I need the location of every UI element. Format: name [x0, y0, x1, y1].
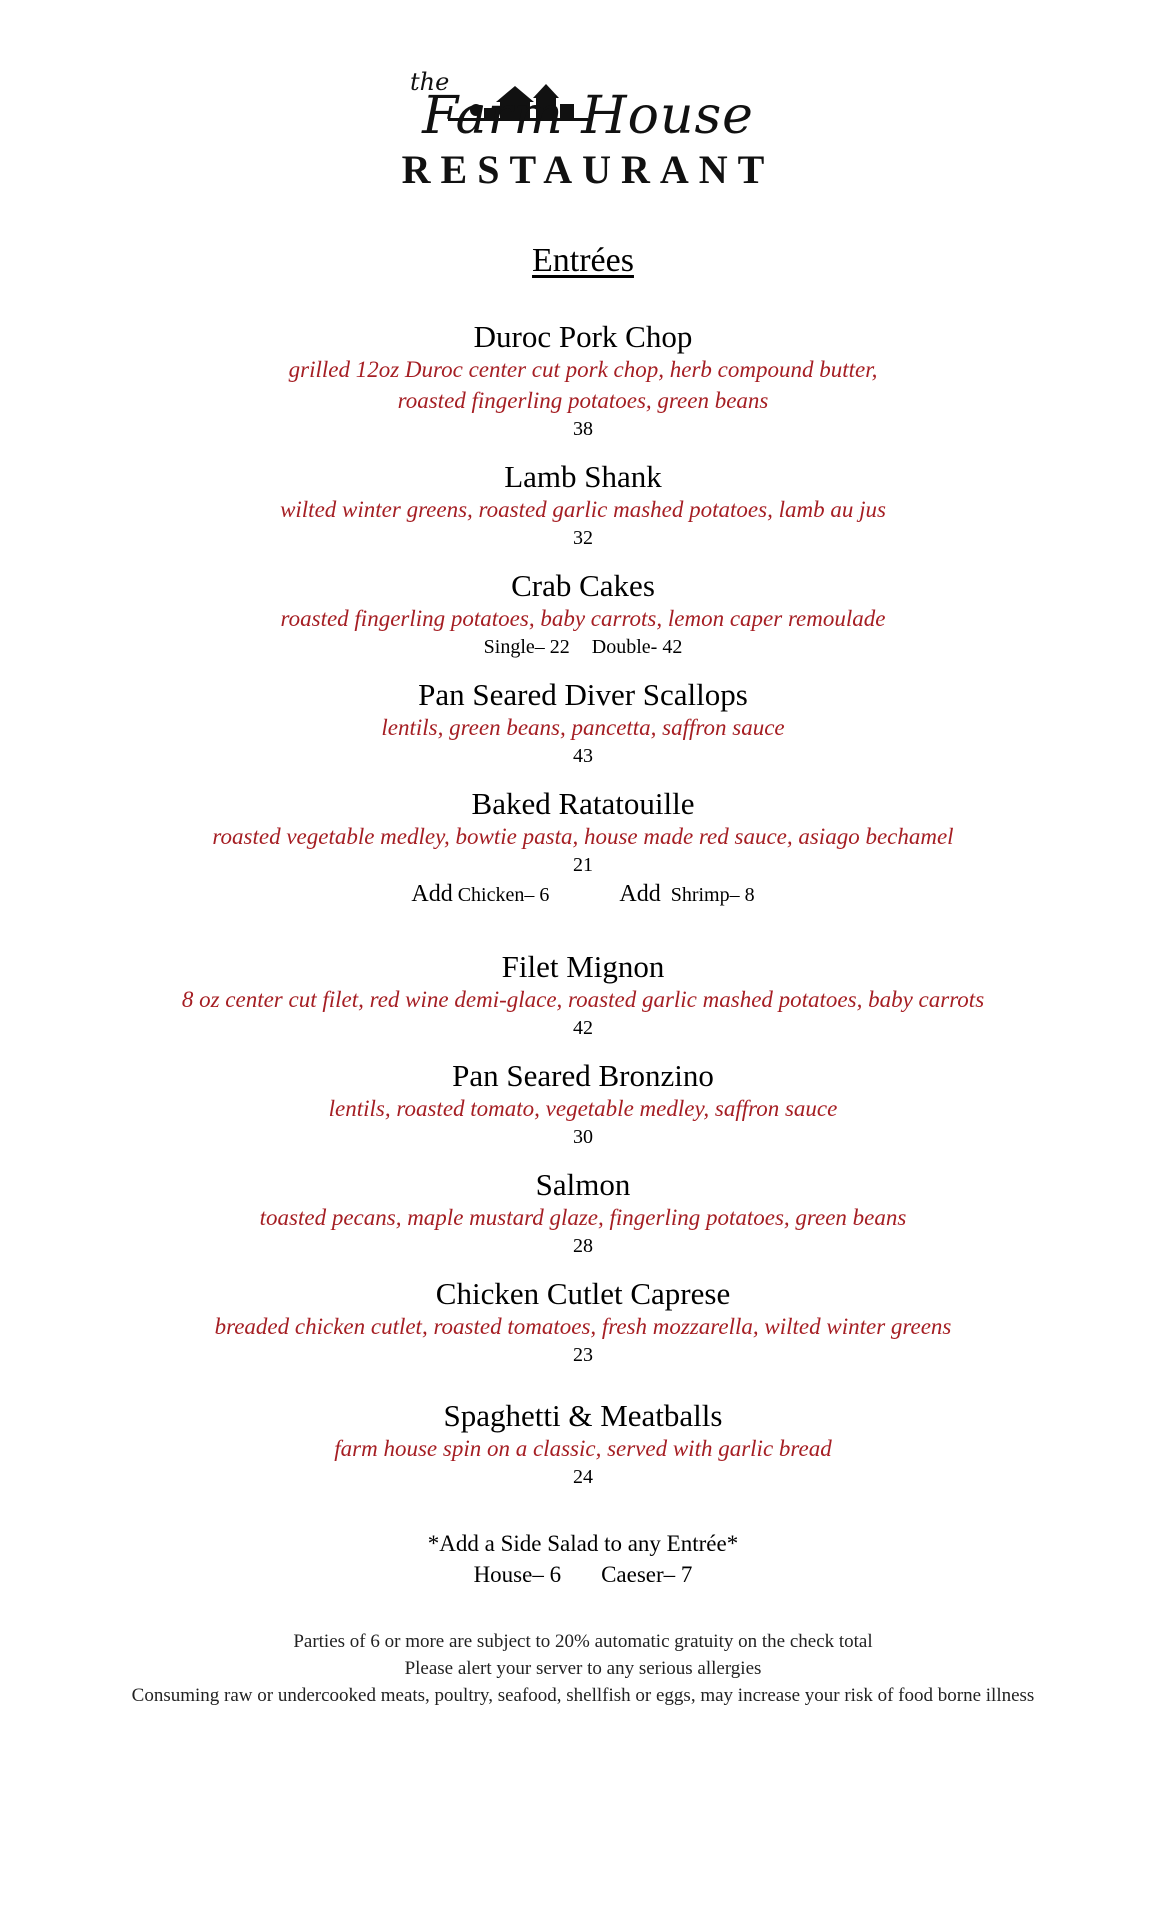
- side-salad-title: *Add a Side Salad to any Entrée*: [427, 1531, 739, 1556]
- menu-item-pan-seared-bronzino: [0, 1059, 1166, 1150]
- menu-item-duroc-pork-chop: [0, 320, 1166, 442]
- addon-shrimp: Shrimp– 8: [670, 884, 755, 906]
- item-name: Chicken Cutlet Caprese: [435, 1276, 731, 1311]
- item-name: Baked Ratatouille: [471, 786, 695, 821]
- item-price-options: [0, 634, 1166, 660]
- menu-item-chicken-cutlet-caprese: [0, 1277, 1166, 1368]
- item-price: 21: [573, 854, 593, 876]
- item-name: Filet Mignon: [501, 949, 665, 984]
- item-price: 43: [573, 745, 593, 767]
- side-salad-caeser: Caeser– 7: [601, 1562, 693, 1587]
- item-description: roasted fingerling potatoes, baby carrots, lemon caper remoulade: [280, 606, 886, 631]
- item-description: roasted vegetable medley, bowtie pasta, house made red sauce, asiago bechamel: [212, 824, 954, 849]
- section-title: Entrées: [532, 242, 634, 279]
- item-price: 30: [573, 1126, 593, 1148]
- item-name: Salmon: [535, 1167, 631, 1202]
- menu-item-crab-cakes: [0, 569, 1166, 660]
- footer-notes: [0, 1628, 1166, 1709]
- menu-item-salmon: [0, 1168, 1166, 1259]
- menu-item-lamb-shank: [0, 460, 1166, 551]
- item-description: breaded chicken cutlet, roasted tomatoes, fresh mozzarella, wilted winter greens: [214, 1314, 952, 1339]
- allergy-note: Please alert your server to any serious allergies: [404, 1658, 762, 1679]
- item-name: Crab Cakes: [511, 568, 655, 603]
- item-addons: [0, 878, 1166, 911]
- item-description: grilled 12oz Duroc center cut pork chop, herb compound butter,: [288, 357, 878, 382]
- addon-add-label: Add: [619, 881, 661, 907]
- logo-script-text: Farm House: [422, 86, 754, 146]
- item-description: 8 oz center cut filet, red wine demi-glace, roasted garlic mashed potatoes, baby carrots: [181, 987, 985, 1012]
- item-price: 32: [573, 527, 593, 549]
- menu-item-filet-mignon: [0, 950, 1166, 1041]
- item-price: 38: [573, 418, 593, 440]
- menu-item-pan-seared-diver-scallops: [0, 678, 1166, 769]
- item-price: 24: [573, 1466, 593, 1488]
- side-salad-prices: [0, 1559, 1166, 1590]
- item-description: lentils, roasted tomato, vegetable medley, saffron sauce: [328, 1096, 838, 1121]
- side-salad-house: House– 6: [473, 1562, 562, 1587]
- addon-chicken: Chicken– 6: [457, 884, 550, 906]
- item-description: wilted winter greens, roasted garlic mashed potatoes, lamb au jus: [280, 497, 886, 522]
- item-name: Pan Seared Bronzino: [452, 1058, 714, 1093]
- restaurant-logo: [388, 70, 788, 195]
- consumption-warning: Consuming raw or undercooked meats, poultry, seafood, shellfish or eggs, may increase your risk of food borne illness: [131, 1685, 1035, 1706]
- menu-item-baked-ratatouille: [0, 787, 1166, 911]
- logo-the-text: the: [410, 68, 450, 96]
- item-name: Pan Seared Diver Scallops: [418, 677, 748, 712]
- item-name: Spaghetti & Meatballs: [443, 1398, 723, 1433]
- price-double: Double- 42: [591, 636, 683, 658]
- side-salad-note: [0, 1528, 1166, 1590]
- item-price: 23: [573, 1344, 593, 1366]
- item-name: Lamb Shank: [504, 459, 662, 494]
- addon-add-label: Add: [411, 881, 453, 907]
- price-single: Single– 22: [483, 636, 570, 658]
- item-price: 42: [573, 1017, 593, 1039]
- gratuity-note: Parties of 6 or more are subject to 20% automatic gratuity on the check total: [293, 1631, 873, 1652]
- item-description: farm house spin on a classic, served with garlic bread: [334, 1436, 832, 1461]
- item-description: lentils, green beans, pancetta, saffron sauce: [381, 715, 785, 740]
- menu-item-spaghetti-meatballs: [0, 1399, 1166, 1490]
- item-description: roasted fingerling potatoes, green beans: [397, 388, 769, 413]
- item-name: Duroc Pork Chop: [473, 319, 693, 354]
- item-description: toasted pecans, maple mustard glaze, fingerling potatoes, green beans: [259, 1205, 907, 1230]
- logo-restaurant-text: RESTAURANT: [401, 147, 775, 192]
- item-price: 28: [573, 1235, 593, 1257]
